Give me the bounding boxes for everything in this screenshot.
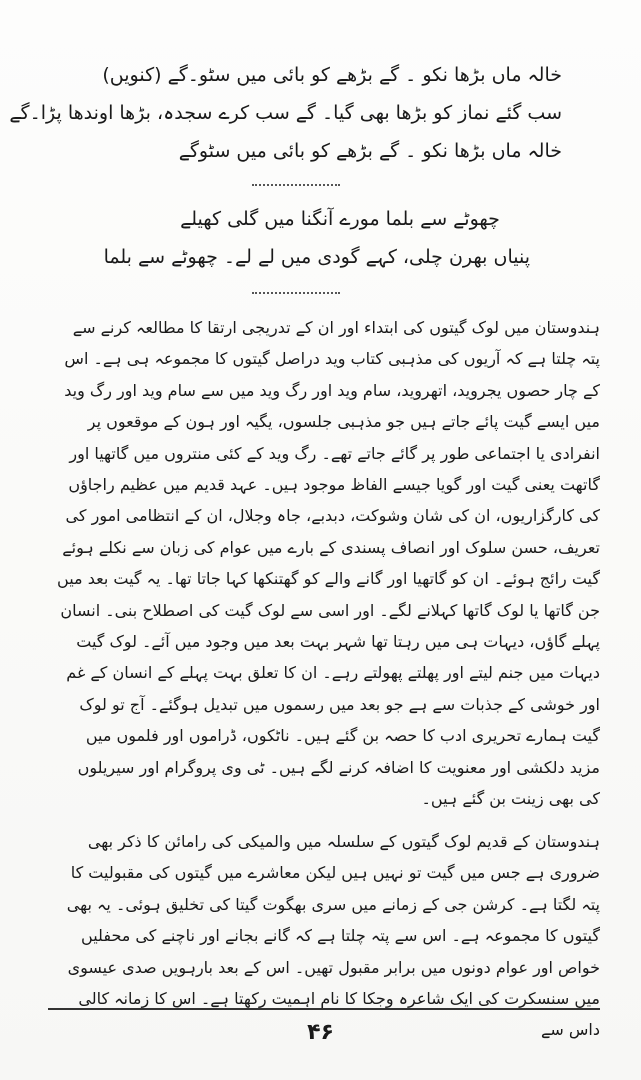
verse-block-2 bbox=[103, 200, 530, 276]
footer-rule bbox=[48, 1008, 600, 1010]
verse-block-1 bbox=[9, 56, 562, 170]
dotted-separator bbox=[252, 184, 340, 186]
verse-line: چھوٹے سے بلما مورے آنگنا میں گلی کھیلے bbox=[180, 208, 500, 230]
paragraph-text: ہندوستان کے قدیم لوک گیتوں کے سلسلہ میں والمیکی کی رامائن کا ذکر بھی ضروری ہے جس میں گیت تو نہیں ہیں لیکن معاشرے میں گیتوں کی مقبولیت کا پتہ لگتا ہے۔ کرشن جی کے زمانے میں سری بھگوت گیتا کی تخلیق ہوئی۔ یہ بھی گیتوں کا مجموعہ ہے۔ اس سے پتہ چلتا ہے کہ گانے بجانے اور ناچنے کی محفلیں خواص اور عوام دونوں میں برابر مقبول تھیں۔ اس کے بعد بارہویں صدی عیسوی میں سنسکرت کی ایک شاعرہ وجکا کا نام اہمیت رکھتا ہے۔ اس کا زمانہ کالی داس سے bbox=[66, 832, 600, 1040]
paragraph-text: ہندوستان میں لوک گیتوں کی ابتداء اور ان کے تدریجی ارتقا کا مطالعہ کرنے سے پتہ چلتا ہے کہ آریوں کی مذہبی کتاب وید دراصل گیتوں کا مجموعہ ہی ہے۔ اس کے چار حصوں یجروید، اتھروید، سام وید اور رگ وید میں سے سام وید اور رگ وید میں ایسے گیت پائے جاتے ہیں جو مذہبی جلسوں، یگیہ اور ہون کے موقعوں پر انفرادی یا اجتماعی طور پر گائے جاتے تھے۔ رگ وید کے کئی منتروں میں گاتھیا اور گاتھت یعنی گیت اور گویا جیسے الفاظ موجود ہیں۔ عہد قدیم میں عظیم راجاؤں کی کارگزاریوں، ان کی شان وشوکت، دبدبے، جاہ وجلال، ان کے انتظامی امور کی تعریف، حسن سلوک اور انصاف پسندی کے بارے میں عوام کی زبان سے نکلے ہوئے گیت رائج ہوئے۔ ان کو گاتھیا اور گانے والے کو گھتنکھا کہا جاتا تھا۔ یہ گیت بعد میں جن گاتھا یا لوک گاتھا کہلانے لگے۔ اور اسی سے لوک گیت کی اصطلاح بنی۔ انسان پہلے گاؤں، دیہات ہی میں رہتا تھا شہر بہت بعد میں وجود میں آئے۔ لوک گیت دیہات میں جنم لیتے اور پھلتے پھولتے رہے۔ ان کا تعلق بہت پہلے کے انسان کے غم اور خوشی کے جذبات سے ہے جو بعد میں رسموں میں تبدیل ہوگئے۔ آج تو لوک گیت ہمارے تحریری ادب کا حصہ بن گئے ہیں۔ ناٹکوں، ڈراموں اور فلموں میں مزید دلکشی اور معنویت کا اضافہ کرنے لگے ہیں۔ ٹی وی پروگرام اور سیریلوں کی بھی زینت بن گئے ہیں۔ bbox=[57, 318, 600, 809]
paragraph bbox=[52, 312, 600, 815]
verse-line: سب گئے نماز کو بڑھا بھی گیا۔ گے سب کرے سجدہ، بڑھا اوندھا پڑا۔گے bbox=[9, 102, 562, 124]
verse-line: خالہ ماں بڑھا نکو ۔ گے بڑھے کو بائی میں سٹو۔گے (کنویں) bbox=[102, 64, 562, 86]
page-number: ۴۶ bbox=[307, 1020, 334, 1045]
verse-line: خالہ ماں بڑھا نکو ۔ گے بڑھے کو بائی میں سٹوگے bbox=[178, 140, 562, 162]
dotted-separator bbox=[252, 292, 340, 294]
paragraph bbox=[52, 826, 600, 1046]
verse-line: پنیاں بھرن چلی، کہے گودی میں لے لے۔ چھوٹے سے بلما bbox=[103, 246, 530, 268]
